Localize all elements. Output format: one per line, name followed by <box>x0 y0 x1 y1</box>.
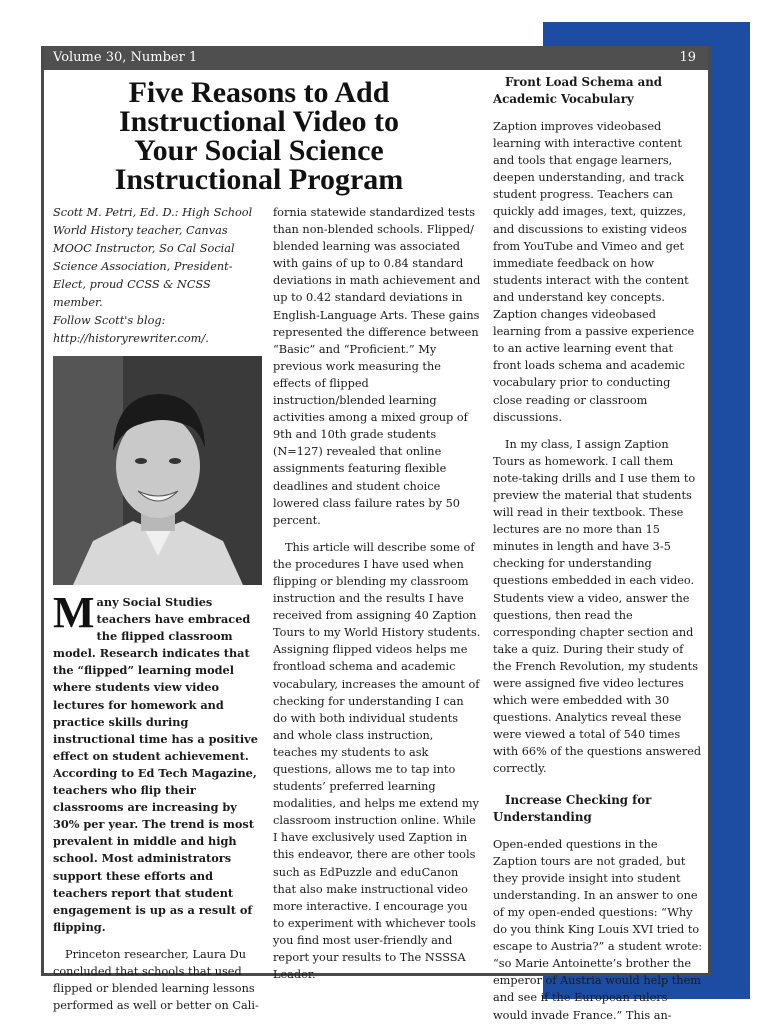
author-byline <box>53 204 263 348</box>
page-header <box>44 46 708 70</box>
column-2 <box>273 204 481 983</box>
section-heading: Front Load Schema and Academic Vocabulary <box>493 75 663 106</box>
article-page <box>41 46 711 1022</box>
paragraph: This article will describe some of the procedures I have used when flipping or blending my classroom instruction and the results I have received from assigning 40 Zaption Tours to my World History students. Assigning flipped videos helps me frontload schema and academic vocabulary, increases the amount of checking for understanding I can do with both individual students and whole class instruction, teaches my students to ask questions, allows me to tap into students’ preferred learning modalities, and helps me extend my classroom instruction online. While I have exclusively used Zaption in this endeavor, there are other tools such as EdPuzzle and eduCanon that also make instructional video more interactive. I encourage you to experiment with whichever tools you find most user-friendly and report your results to The NSSSA Leader. <box>273 540 481 982</box>
paragraph: Zaption improves videobased learning with interactive content and tools that engage learners, deepen understanding, and track student progress. Teachers can quickly add images, text, quizzes, and discussions to existing videos from YouTube and Vimeo and get immediate feedback on how students interact with the content and understand key concepts. Zaption changes videobased learning from a passive experience to an active learning event that front loads schema and academic vocabulary prior to conducting close reading or classroom discussions. <box>493 120 695 424</box>
page-number: 19 <box>679 50 696 65</box>
author-photo <box>53 356 262 585</box>
section-heading: Increase Checking for Understanding <box>493 792 652 824</box>
paragraph: fornia statewide standardized tests than non-blended schools. Flipped/ blended learning was associated with gains of up to 0.84 standard deviations in math achievement and up to 0.42 standard deviations in English-Language Arts. These gains represented the difference between “Basic” and “Proficient.” My previous work measuring the effects of flipped instruction/blended learning activities among a mixed group of 9th and 10th grade students (N=127) revealed that online assignments featuring flexible deadlines and student choice lowered class failure rates by 50 percent. <box>273 206 481 527</box>
drop-cap: M <box>53 588 95 637</box>
lead-paragraph <box>53 588 261 936</box>
column-1 <box>53 588 261 1014</box>
lead-text: any Social Studies teachers have embraced the flipped classroom model. Research indicates that the “flipped” learning model where students view video lectures for homework and practice skills during instructional time has a positive effect on student achievement. According to Ed Tech Magazine, teachers who flip their classrooms are increasing by 30% per year. The trend is most prevalent in middle and high school. Most administrators support these efforts and teachers report that student engagement is up as a result of flipping. <box>53 595 258 934</box>
paragraph: In my class, I assign Zaption Tours as homework. I call them note-taking drills and I use them to preview the material that students will read in their textbook. These lectures are no more than 15 minutes in length and have 3-5 checking for understanding questions embedded in each video. Students view a video, answer the questions, then read the corresponding chapter section and take a quiz. During their study of the French Revolution, my students were assigned five video lectures which were embedded with 30 questions. Analytics reveal these were viewed a total of 540 times with 66% of the questions answered correctly. <box>493 437 702 776</box>
column-3 <box>493 74 703 1024</box>
blog-label: Follow Scott's blog: <box>53 314 166 327</box>
paragraph: Princeton researcher, Laura Du concluded that schools that used flipped or blended learning lessons performed as well or better on Cali- <box>53 947 259 1013</box>
paragraph: Open-ended questions in the Zaption tours are not graded, but they provide insight into student understanding. In an answer to one of my open-ended questions: “Why do you think King Louis XVI tried to escape to Austria?” a student wrote: “so Marie Antoinette’s brother the emperor of Austria would help them and see if the European rulers would invade France.” This an- <box>493 837 703 1022</box>
author-bio: Scott M. Petri, Ed. D.: High School World History teacher, Canvas MOOC Instructor, So Cal Social Science Association, President-Elect, proud CCSS & NCSS member. <box>53 206 253 309</box>
blog-link[interactable]: http://historyrewriter.com/. <box>53 332 209 345</box>
article-title: Five Reasons to Add Instructional Video to Your Social Science Instructional Program <box>114 76 404 196</box>
volume-label: Volume 30, Number 1 <box>53 50 198 65</box>
